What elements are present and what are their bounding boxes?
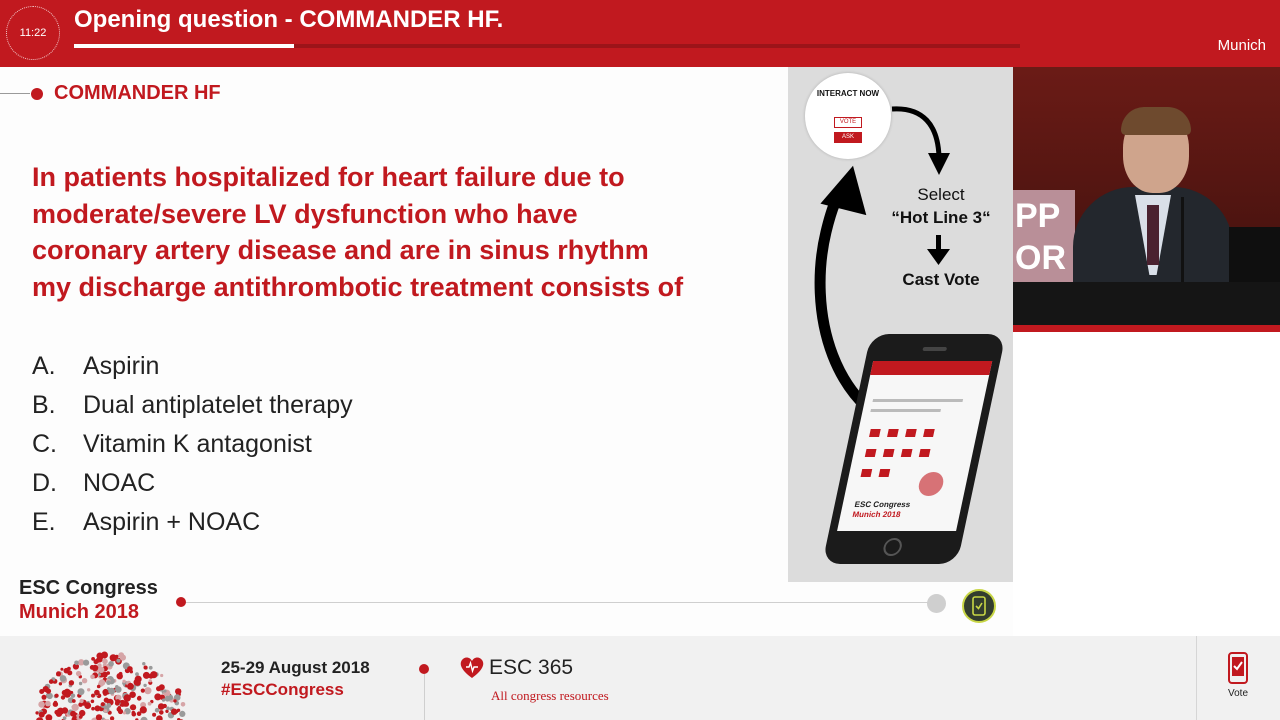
globe-dot bbox=[165, 710, 168, 713]
poll-option-d bbox=[32, 464, 353, 503]
globe-dot bbox=[72, 704, 79, 711]
session-timer: 11:22 bbox=[6, 6, 60, 60]
globe-dot bbox=[127, 683, 134, 690]
globe-dot bbox=[98, 667, 104, 673]
step-hotline-label: “Hot Line 3“ bbox=[891, 208, 991, 227]
globe-dot bbox=[46, 714, 53, 720]
globe-dot bbox=[78, 688, 85, 695]
globe-dot bbox=[166, 707, 170, 711]
globe-dot bbox=[120, 655, 126, 661]
globe-dot bbox=[91, 700, 95, 704]
presentation-slide bbox=[0, 67, 1013, 636]
globe-dot bbox=[76, 671, 81, 676]
globe-dot bbox=[117, 673, 123, 679]
globe-dot bbox=[90, 675, 95, 680]
podium-monitor bbox=[1229, 227, 1280, 287]
globe-dot bbox=[59, 682, 62, 685]
poll-question: In patients hospitalized for heart failure due to moderate/severe LV dysfunction who have coronary artery disease and are in sinus rhythm my discharge antithrombotic treatment consists of bbox=[32, 162, 684, 302]
globe-dot bbox=[160, 674, 163, 677]
globe-dot bbox=[87, 688, 90, 691]
podium-microphone bbox=[1181, 197, 1184, 287]
globe-dot bbox=[63, 716, 67, 720]
vote-round-button[interactable] bbox=[962, 589, 996, 623]
globe-dot bbox=[71, 694, 75, 698]
title-bullet-dot bbox=[31, 88, 43, 100]
globe-dot bbox=[158, 703, 165, 710]
option-text: Aspirin + NOAC bbox=[83, 508, 261, 536]
globe-dot bbox=[38, 701, 45, 708]
globe-dot bbox=[97, 655, 103, 661]
slide-timeline-start-dot bbox=[176, 597, 186, 607]
title-rule bbox=[0, 93, 30, 94]
option-letter: A. bbox=[32, 352, 56, 380]
phone-caption-line2: Munich 2018 bbox=[851, 510, 902, 519]
globe-dot bbox=[165, 696, 171, 702]
esc-congress-logo bbox=[19, 576, 158, 624]
globe-dot bbox=[91, 707, 95, 711]
session-progress-bar bbox=[74, 44, 1020, 48]
globe-dot bbox=[148, 702, 152, 706]
globe-dot bbox=[140, 706, 147, 713]
interact-now-badge bbox=[805, 73, 891, 159]
option-text: Aspirin bbox=[83, 352, 160, 380]
globe-dot bbox=[79, 715, 83, 719]
step-select-label: Select bbox=[917, 185, 965, 204]
phone-caption-line1: ESC Congress bbox=[853, 500, 912, 509]
globe-dot bbox=[67, 667, 71, 671]
globe-dot bbox=[141, 689, 145, 693]
top-header-bar bbox=[0, 0, 1280, 67]
globe-dot bbox=[43, 686, 49, 692]
globe-dot bbox=[62, 707, 68, 713]
globe-dot bbox=[173, 699, 176, 702]
globe-dot bbox=[103, 692, 107, 696]
globe-dot bbox=[135, 672, 139, 676]
option-letter: D. bbox=[32, 469, 57, 497]
globe-dot bbox=[106, 703, 111, 708]
globe-dot bbox=[35, 711, 38, 714]
globe-dot bbox=[150, 673, 153, 676]
globe-dot bbox=[142, 662, 145, 665]
slide-timeline-track bbox=[182, 602, 934, 603]
bottom-red-dot bbox=[419, 664, 429, 674]
globe-dot bbox=[79, 710, 85, 716]
smartphone-icon bbox=[812, 329, 1012, 579]
globe-dot bbox=[95, 705, 101, 711]
globe-dot bbox=[124, 694, 131, 701]
option-letter: B. bbox=[32, 391, 56, 419]
globe-dot bbox=[132, 712, 137, 717]
globe-dot bbox=[171, 709, 177, 715]
congress-resources-link[interactable]: All congress resources bbox=[491, 688, 609, 703]
congress-dates: 25-29 August 2018 bbox=[221, 658, 370, 677]
phone-check-icon bbox=[1227, 652, 1249, 684]
globe-dot bbox=[83, 660, 89, 666]
option-text: Vitamin K antagonist bbox=[83, 430, 312, 458]
globe-dot bbox=[110, 654, 117, 661]
globe-dot bbox=[91, 657, 95, 661]
logo-line-2: Munich 2018 bbox=[19, 601, 140, 623]
globe-dot bbox=[90, 665, 95, 670]
globe-dot bbox=[106, 680, 111, 685]
globe-dot bbox=[56, 671, 61, 676]
globe-dot bbox=[91, 694, 95, 698]
vote-button[interactable] bbox=[1210, 652, 1266, 710]
globe-dot bbox=[130, 670, 133, 673]
option-text: NOAC bbox=[83, 469, 156, 497]
globe-dot bbox=[179, 711, 185, 717]
globe-dot bbox=[154, 693, 161, 700]
globe-dot bbox=[102, 659, 108, 665]
globe-dot bbox=[42, 695, 47, 700]
poll-option-c bbox=[32, 425, 353, 464]
congress-dot-globe-logo bbox=[10, 642, 210, 720]
globe-dot bbox=[159, 710, 164, 715]
globe-dot bbox=[101, 702, 105, 706]
globe-dot bbox=[108, 661, 114, 667]
globe-dot bbox=[163, 689, 166, 692]
option-letter: E. bbox=[32, 508, 56, 536]
globe-dot bbox=[144, 687, 151, 694]
globe-dot bbox=[64, 690, 71, 697]
stage-sign: PP OR bbox=[1013, 190, 1075, 282]
globe-dot bbox=[82, 678, 87, 683]
session-location: Munich bbox=[1217, 37, 1266, 54]
globe-dot bbox=[97, 685, 101, 689]
globe-dot bbox=[156, 715, 163, 720]
slide-timeline-end-dot bbox=[927, 594, 946, 613]
globe-dot bbox=[73, 716, 77, 720]
poll-options-list bbox=[32, 347, 353, 542]
globe-dot bbox=[130, 704, 136, 710]
globe-dot bbox=[144, 666, 148, 670]
esc365-link[interactable] bbox=[459, 656, 573, 680]
session-title: Opening question - COMMANDER HF. bbox=[74, 6, 504, 33]
globe-dot bbox=[96, 714, 102, 720]
step-cast-vote-label: Cast Vote bbox=[902, 270, 980, 289]
slide-section-label: COMMANDER HF bbox=[54, 82, 221, 104]
globe-dot bbox=[104, 709, 107, 712]
poll-option-b bbox=[32, 386, 353, 425]
globe-dot bbox=[135, 680, 141, 686]
bottom-divider bbox=[424, 674, 425, 720]
globe-dot bbox=[149, 666, 153, 670]
vote-label: Vote bbox=[1227, 688, 1249, 699]
globe-dot bbox=[98, 673, 101, 676]
esc365-label: ESC 365 bbox=[489, 656, 574, 679]
bottom-bar bbox=[0, 636, 1280, 720]
globe-dot bbox=[181, 702, 186, 707]
globe-dot bbox=[54, 701, 57, 704]
globe-dot bbox=[115, 701, 120, 706]
poll-option-e bbox=[32, 503, 353, 542]
globe-dot bbox=[39, 712, 45, 718]
globe-dot bbox=[74, 661, 79, 666]
speaker-tie bbox=[1147, 205, 1159, 265]
globe-dot bbox=[84, 702, 91, 709]
globe-dot bbox=[149, 679, 152, 682]
globe-dot bbox=[67, 670, 72, 675]
globe-dot bbox=[80, 699, 84, 703]
globe-dot bbox=[60, 675, 67, 682]
globe-dot bbox=[72, 699, 76, 703]
mini-ask-button: ASK bbox=[834, 132, 862, 143]
session-progress-fill bbox=[74, 44, 294, 48]
globe-dot bbox=[99, 679, 106, 686]
mini-vote-button: VOTE bbox=[834, 117, 862, 128]
globe-dot bbox=[115, 686, 122, 693]
globe-dot bbox=[152, 713, 156, 717]
side-blank-area bbox=[1013, 332, 1280, 636]
globe-dot bbox=[107, 687, 110, 690]
option-letter: C. bbox=[32, 430, 57, 458]
globe-dot bbox=[47, 693, 53, 699]
heart-icon bbox=[459, 656, 485, 680]
globe-dot bbox=[69, 680, 74, 685]
interact-now-label: INTERACT NOW bbox=[816, 89, 880, 98]
congress-hashtag[interactable]: #ESCCongress bbox=[221, 680, 344, 699]
podium-stripe bbox=[1013, 325, 1280, 332]
speaker-video-feed bbox=[1013, 67, 1280, 332]
interact-instructions-panel bbox=[788, 67, 1013, 582]
phone-check-icon bbox=[971, 596, 987, 616]
globe-dot bbox=[60, 668, 63, 671]
vote-divider bbox=[1196, 636, 1197, 720]
globe-dot bbox=[116, 659, 120, 663]
globe-dot bbox=[79, 682, 82, 685]
globe-dot bbox=[156, 686, 161, 691]
globe-dot bbox=[122, 680, 125, 683]
globe-dot bbox=[45, 701, 51, 707]
globe-dot bbox=[143, 684, 146, 687]
globe-dot bbox=[56, 711, 62, 717]
option-text: Dual antiplatelet therapy bbox=[83, 391, 353, 419]
speaker-hair bbox=[1121, 107, 1191, 135]
globe-dot bbox=[118, 706, 121, 709]
globe-dot bbox=[137, 696, 142, 701]
globe-dot bbox=[110, 716, 114, 720]
globe-dot bbox=[49, 679, 54, 684]
globe-dot bbox=[123, 711, 126, 714]
globe-dot bbox=[55, 694, 59, 698]
logo-line-1: ESC Congress bbox=[19, 577, 158, 599]
poll-option-a bbox=[32, 347, 353, 386]
globe-dot bbox=[94, 690, 100, 696]
